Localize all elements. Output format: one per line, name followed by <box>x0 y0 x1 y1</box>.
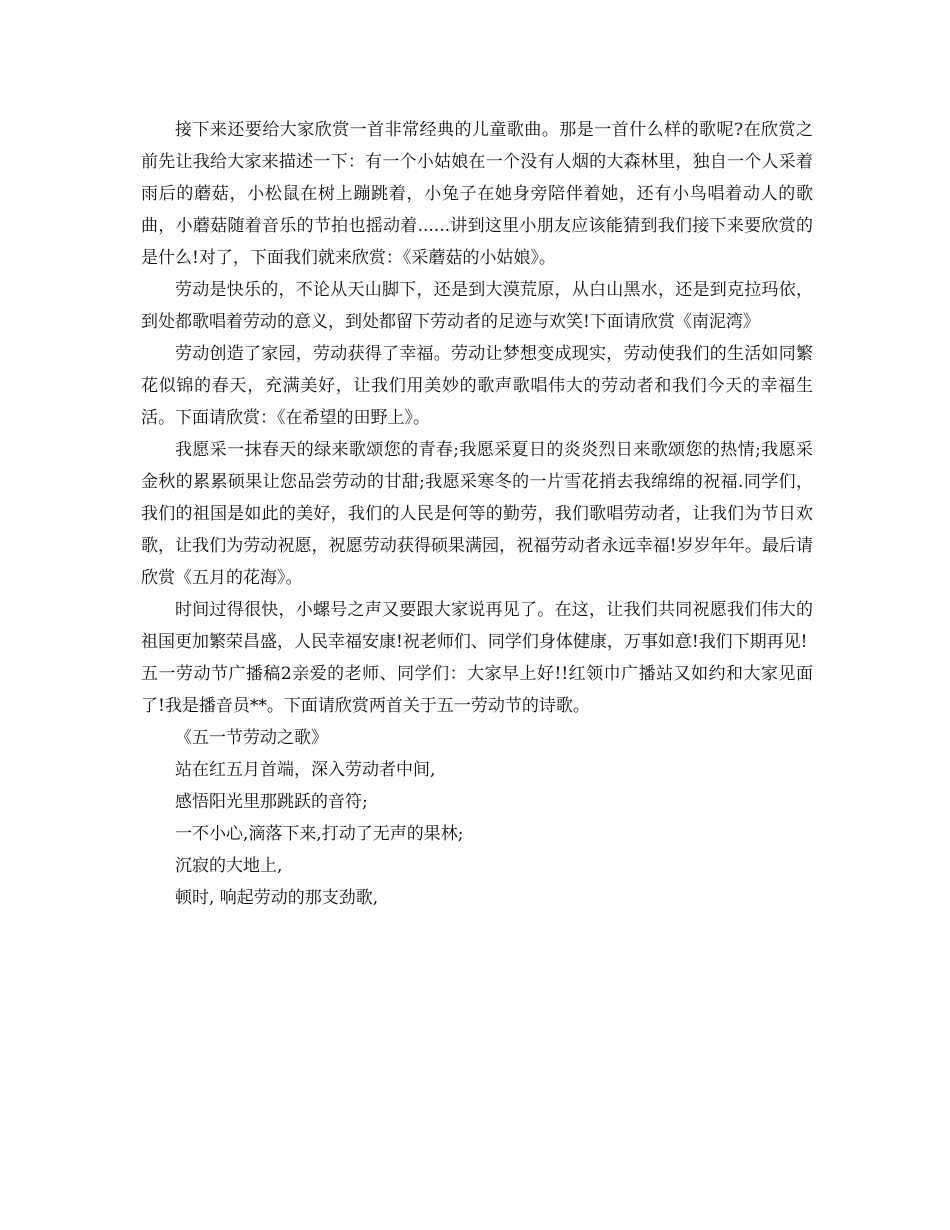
poem-line: 站在红五月首端，深入劳动者中间, <box>175 760 436 780</box>
poem-line: 一不小心,滴落下来,打动了无声的果林; <box>175 824 464 844</box>
paragraph-1: 接下来还要给大家欣赏一首非常经典的儿童歌曲。那是一首什么样的歌呢?在欣赏之前先让我给大家来描述一下：有一个小姑娘在一个没有人烟的大森林里，独自一个人采着雨后的蘑菇，小松鼠在树上蹦跳着，小兔子在她身旁陪伴着她，还有小鸟唱着动人的歌曲，小蘑菇随着音乐的节拍也摇动着......讲到这里小朋友应该能猜到我们接下来要欣赏的是什么!对了，下面我们就来欣赏：《采蘑菇的小姑娘》。 <box>141 120 813 268</box>
paragraph-4: 我愿采一抹春天的绿来歌颂您的青春;我愿采夏日的炎炎烈日来歌颂您的热情;我愿采金秋的累累硕果让您品尝劳动的甘甜;我愿采寒冬的一片雪花捎去我绵绵的祝福.同学们，我们的祖国是如此的美好，我们的人民是何等的勤劳，我们歌唱劳动者，让我们为节日欢歌，让我们为劳动祝愿，祝愿劳动获得硕果满园，祝福劳动者永远幸福!岁岁年年。最后请欣赏《五月的花海》。 <box>141 440 813 588</box>
section-opening: 亲爱的老师、同学们：大家早上好!!红领巾广播站又如约和大家见面了!我是播音员**。下面请欣赏两首关于五一劳动节的诗歌。 <box>141 664 813 716</box>
poem-line: 感悟阳光里那跳跃的音符; <box>175 792 368 812</box>
poem <box>141 722 813 914</box>
paragraph-3: 劳动创造了家园，劳动获得了幸福。劳动让梦想变成现实，劳动使我们的生活如同繁花似锦的春天，充满美好，让我们用美妙的歌声歌唱伟大的劳动者和我们今天的幸福生活。下面请欣赏：《在希望的田野上》。 <box>141 344 813 428</box>
paragraph-5: 时间过得很快，小螺号之声又要跟大家说再见了。在这，让我们共同祝愿我们伟大的祖国更加繁荣昌盛，人民幸福安康!祝老师们、同学们身体健康，万事如意!我们下期再见! <box>141 600 813 652</box>
document-page <box>141 114 813 914</box>
section-heading: 五一劳动节广播稿2 <box>141 664 292 684</box>
section-2-intro <box>141 658 813 722</box>
paragraph-2: 劳动是快乐的，不论从天山脚下，还是到大漠荒原，从白山黑水，还是到克拉玛依，到处都歌唱着劳动的意义，到处都留下劳动者的足迹与欢笑!下面请欣赏《南泥湾》 <box>141 280 813 332</box>
poem-line: 顿时, 响起劳动的那支劲歌, <box>175 888 379 908</box>
poem-title: 《五一节劳动之歌》 <box>175 728 328 748</box>
poem-line: 沉寂的大地上, <box>175 856 283 876</box>
